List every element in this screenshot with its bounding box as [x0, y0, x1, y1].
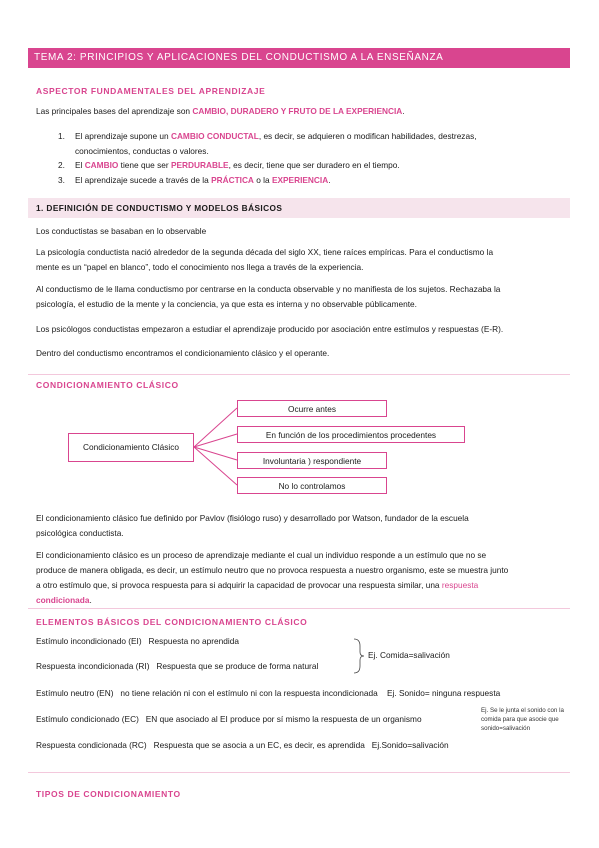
clasico-heading: CONDICIONAMIENTO CLÁSICO	[36, 380, 179, 390]
intro-highlight: CAMBIO, DURADERO Y FRUTO DE LA EXPERIENCIA	[192, 106, 403, 116]
topic-banner: TEMA 2: PRINCIPIOS Y APLICACIONES DEL CONDUCTISMO A LA ENSEÑANZA	[28, 48, 570, 68]
item-text: El aprendizaje sucede a través de la	[75, 175, 212, 185]
item-text: .	[328, 175, 331, 185]
highlight-text: respuesta	[441, 580, 479, 590]
term-example: Ej. Sonido= ninguna respuesta	[387, 688, 501, 698]
paragraph-line: La psicología conductista nació alrededor de la segunda década del siglo XX, tiene raíces empíricas. Para el conductismo la	[36, 247, 494, 257]
divider	[28, 772, 570, 773]
list-item	[58, 158, 400, 173]
elementos-heading: ELEMENTOS BÁSICOS DEL CONDICIONAMIENTO CLÁSICO	[36, 617, 308, 627]
term-label: Estímulo condicionado (EC)	[36, 714, 139, 724]
list-number: 2.	[58, 160, 65, 170]
list-number: 3.	[58, 175, 65, 185]
diagram-branch-node: No lo controlamos	[237, 477, 387, 494]
paragraph-end: .	[89, 595, 92, 605]
side-note	[481, 706, 564, 733]
item-highlight: CAMBIO	[84, 160, 119, 170]
tipos-heading: TIPOS DE CONDICIONAMIENTO	[36, 789, 181, 799]
aspectos-heading: ASPECTOR FUNDAMENTALES DEL APRENDIZAJE	[36, 86, 266, 96]
term-label: Estímulo neutro (EN)	[36, 688, 114, 698]
paragraph: Dentro del conductismo encontramos el condicionamiento clásico y el operante.	[36, 348, 330, 358]
list-number: 1.	[58, 131, 65, 141]
bracket-note: Ej. Comida=salivación	[368, 650, 450, 660]
paragraph-line: El condicionamiento clásico fue definido por Pavlov (fisiólogo ruso) y desarrollado por Watson, fundador de la escuela	[36, 513, 469, 523]
item-text: El aprendizaje supone un	[75, 131, 171, 141]
paragraph	[36, 245, 493, 275]
element-row-en	[36, 686, 500, 701]
highlight-text: condicionada	[36, 595, 90, 605]
item-text: o la	[253, 175, 272, 185]
list-item	[58, 129, 477, 159]
diagram-branch-node: Involuntaria ) respondiente	[237, 452, 387, 469]
element-row-ei	[36, 634, 239, 649]
element-row-ri	[36, 659, 318, 674]
term-desc: EN que asociado al EI produce por sí mismo la respuesta de un organismo	[145, 714, 422, 724]
term-desc: Respuesta que se produce de forma natural	[156, 661, 319, 671]
item-highlight: EXPERIENCIA	[271, 175, 329, 185]
item-text: tiene que ser	[118, 160, 171, 170]
intro-text: Las principales bases del aprendizaje son	[36, 106, 193, 116]
side-note-line: comida para que asocie que	[481, 716, 559, 723]
term-desc: no tiene relación ni con el estímulo ni con la respuesta incondicionada	[120, 688, 378, 698]
divider	[28, 608, 570, 609]
bracket-icon	[352, 638, 366, 674]
term-label: Respuesta condicionada (RC)	[36, 740, 147, 750]
diagram-branch-node: Ocurre antes	[237, 400, 387, 417]
item-highlight: CAMBIO CONDUCTAL	[170, 131, 259, 141]
aspectos-intro	[36, 104, 405, 119]
intro-end: .	[402, 106, 405, 116]
item-highlight: PERDURABLE	[170, 160, 229, 170]
term-desc: Respuesta que se asocia a un EC, es decir, es aprendida	[153, 740, 365, 750]
paragraph-line: mente es un “papel en blanco”, todo el conocimiento nos llega a través de la experiencia.	[36, 262, 364, 272]
side-note-line: Ej. Se le junta el sonido con la	[481, 707, 564, 714]
item-text: , es decir, tiene que ser duradero en el tiempo.	[228, 160, 400, 170]
paragraph	[36, 282, 500, 312]
paragraph: Los psicólogos conductistas empezaron a estudiar el aprendizaje producido por asociación entre estímulos y respuestas (E-R).	[36, 324, 504, 334]
paragraph-line: psicológica conductista.	[36, 528, 124, 538]
term-example: Ej.Sonido=salivación	[371, 740, 449, 750]
term-label: Respuesta incondicionada (RI)	[36, 661, 150, 671]
term-label: Estímulo incondicionado (EI)	[36, 636, 142, 646]
paragraph-line: produce de manera obligada, es decir, un estímulo neutro que no provoca respuesta a nuestro organismo, este se muestra junto	[36, 565, 509, 575]
item-highlight: PRÁCTICA	[211, 175, 254, 185]
item-text-line2: conocimientos, conductas o valores.	[75, 146, 209, 156]
item-text: , es decir, se adquieren o modifican habilidades, destrezas,	[258, 131, 477, 141]
paragraph-line: a otro estímulo que, si provoca respuesta para si adquirir la capacidad de provocar una respuesta similar, una	[36, 580, 442, 590]
paragraph-line: Al conductismo de le llama conductismo por centrarse en la conducta observable y no manifiesta de los sujetos. Rechazaba la	[36, 284, 501, 294]
paragraph	[36, 511, 469, 541]
paragraph-line: psicología, el estudio de la mente y la conciencia, ya que esta es interna y no observable públicamente.	[36, 299, 417, 309]
list-item	[58, 173, 331, 188]
side-note-line: sonido=salivación	[481, 725, 531, 732]
paragraph: Los conductistas se basaban en lo observable	[36, 226, 207, 236]
term-desc: Respuesta no aprendida	[148, 636, 239, 646]
paragraph-line: El condicionamiento clásico es un proceso de aprendizaje mediante el cual un individuo responde a un estímulo que no se	[36, 550, 487, 560]
element-row-rc	[36, 738, 449, 753]
item-text: El	[75, 160, 85, 170]
paragraph	[36, 548, 508, 608]
diagram-root-node: Condicionamiento Clásico	[68, 433, 194, 462]
diagram-branch-node: En función de los procedimientos procedentes	[237, 426, 465, 443]
element-row-ec	[36, 712, 422, 727]
divider	[28, 374, 570, 375]
section-title: 1. DEFINICIÓN DE CONDUCTISMO Y MODELOS BÁSICOS	[28, 198, 570, 218]
